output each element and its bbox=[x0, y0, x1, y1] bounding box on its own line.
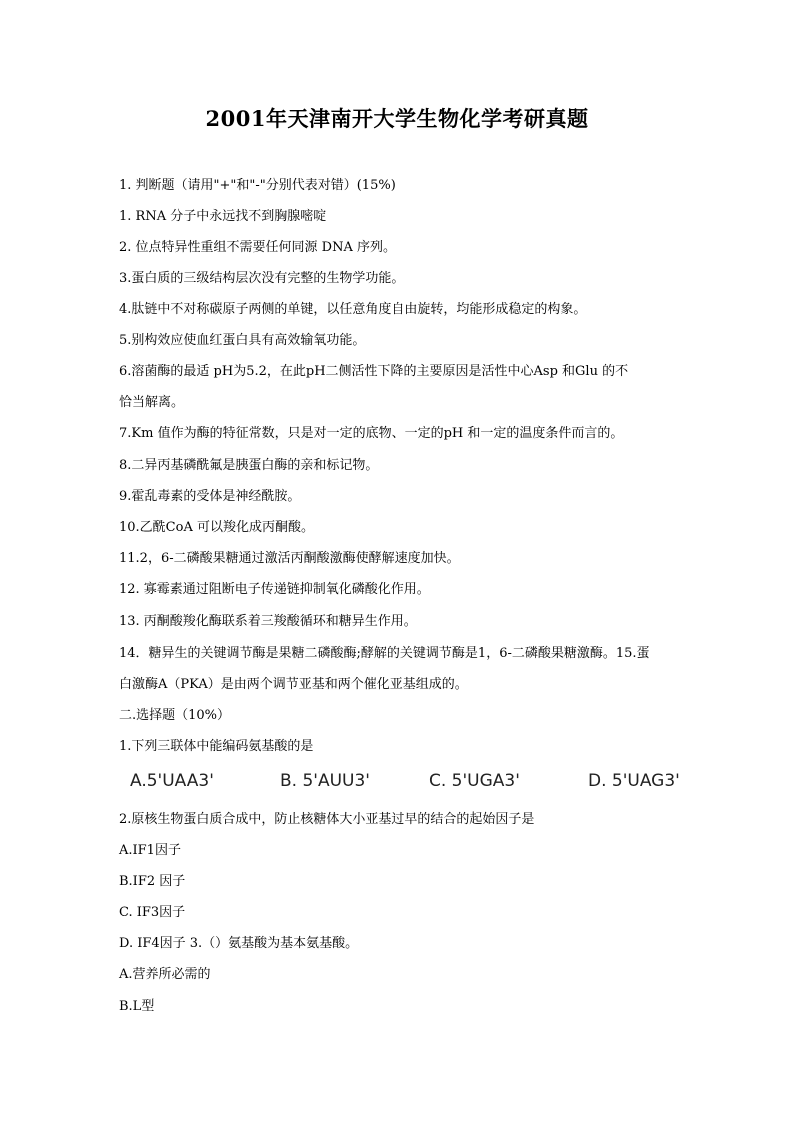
question-line: 白激酶A（PKA）是由两个调节亚基和两个催化亚基组成的。 bbox=[119, 677, 468, 692]
question-line: 14．糖异生的关键调节酶是果糖二磷酸酶;酵解的关键调节酶是1，6-二磷酸果糖激酶。15.蛋 bbox=[119, 646, 650, 661]
page-title: 2001年天津南开大学生物化学考研真题 bbox=[205, 106, 589, 131]
choice-line: D. IF4因子 3.（）氨基酸为基本氨基酸。 bbox=[119, 936, 359, 951]
option-a: A.5'UAA3' bbox=[130, 771, 214, 791]
question-line: 1. RNA 分子中永远找不到胸腺嘧啶 bbox=[119, 209, 327, 224]
section-heading-choice: 二.选择题（10%） bbox=[119, 708, 231, 723]
question-line: 1.下列三联体中能编码氨基酸的是 bbox=[119, 739, 314, 754]
question-line: 9.霍乱毒素的受体是神经酰胺。 bbox=[119, 489, 301, 504]
choice-line: A.营养所必需的 bbox=[119, 967, 211, 982]
question-line: 8.二异丙基磷酰氟是胰蛋白酶的亲和标记物。 bbox=[119, 458, 379, 473]
question-line: 恰当解离。 bbox=[119, 395, 185, 410]
question-line: 13. 丙酮酸羧化酶联系着三羧酸循环和糖异生作用。 bbox=[119, 614, 417, 629]
choice-line: B.L型 bbox=[119, 999, 155, 1014]
option-b: B. 5'AUU3' bbox=[280, 771, 370, 791]
question-line: 3.蛋白质的三级结构层次没有完整的生物学功能。 bbox=[119, 271, 405, 286]
question-line: 2.原核生物蛋白质合成中，防止核糖体大小亚基过早的结合的起始因子是 bbox=[119, 812, 535, 827]
question-line: 12. 寡霉素通过阻断电子传递链抑制氧化磷酸化作用。 bbox=[119, 582, 430, 597]
choice-line: C. IF3因子 bbox=[119, 905, 186, 920]
choice-line: A.IF1因子 bbox=[119, 843, 181, 858]
question-line: 10.乙酰CoA 可以羧化成丙酮酸。 bbox=[119, 520, 314, 535]
option-c: C. 5'UGA3' bbox=[429, 771, 520, 791]
question-line: 4.肽链中不对称碳原子两侧的单键，以任意角度自由旋转，均能形成稳定的构象。 bbox=[119, 302, 587, 317]
section-heading-judgment: 1. 判断题（请用"+"和"-"分别代表对错）(15%) bbox=[119, 178, 396, 193]
question-line: 5.别构效应使血红蛋白具有高效输氧功能。 bbox=[119, 333, 366, 348]
option-d: D. 5'UAG3' bbox=[588, 771, 680, 791]
choice-line: B.IF2 因子 bbox=[119, 874, 186, 889]
question-line: 6.溶菌酶的最适 pH为5.2，在此pH二侧活性下降的主要原因是活性中心Asp 和Glu 的不 bbox=[119, 364, 629, 379]
answer-options bbox=[130, 771, 690, 795]
question-line: 7.Km 值作为酶的特征常数，只是对一定的底物、一定的pH 和一定的温度条件而言的。 bbox=[119, 426, 624, 441]
question-line: 2. 位点特异性重组不需要任何同源 DNA 序列。 bbox=[119, 240, 396, 255]
question-line: 11.2，6-二磷酸果糖通过激活丙酮酸激酶使酵解速度加快。 bbox=[119, 551, 460, 566]
